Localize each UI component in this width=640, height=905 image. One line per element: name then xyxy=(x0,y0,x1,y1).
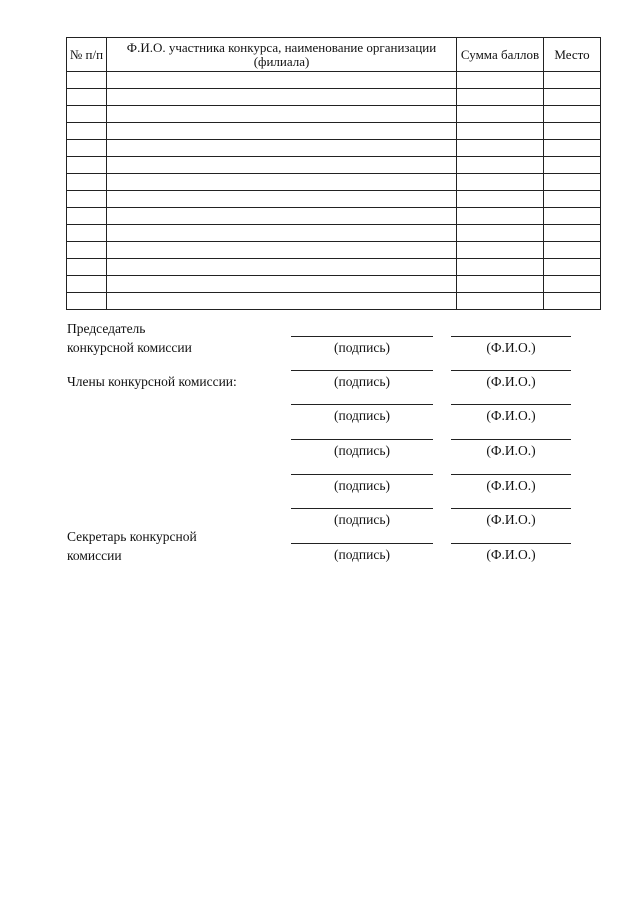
table-cell-score[interactable] xyxy=(457,72,544,89)
table-cell-name[interactable] xyxy=(107,174,457,191)
table-row xyxy=(67,242,601,259)
chairman-fio-caption: (Ф.И.О.) xyxy=(486,340,536,355)
member-1-fio-line[interactable] xyxy=(451,370,571,371)
table-cell-name[interactable] xyxy=(107,225,457,242)
header-num: № п/п xyxy=(67,38,107,72)
table-cell-place[interactable] xyxy=(544,174,601,191)
member-5-signature-line[interactable] xyxy=(291,508,433,509)
table-row xyxy=(67,89,601,106)
table-cell-num[interactable] xyxy=(67,225,107,242)
member-1-sign-caption: (подпись) xyxy=(333,374,391,389)
table-row xyxy=(67,106,601,123)
table-cell-place[interactable] xyxy=(544,225,601,242)
table-cell-num[interactable] xyxy=(67,106,107,123)
table-cell-score[interactable] xyxy=(457,259,544,276)
table-row xyxy=(67,157,601,174)
table-cell-score[interactable] xyxy=(457,140,544,157)
table-cell-num[interactable] xyxy=(67,157,107,174)
member-2-sign-caption: (подпись) xyxy=(333,408,391,423)
table-row xyxy=(67,225,601,242)
chairman-fio-line[interactable] xyxy=(451,336,571,337)
secretary-label-line1: Секретарь конкурсной xyxy=(67,529,197,544)
chairman-sign-caption: (подпись) xyxy=(333,340,391,355)
table-cell-place[interactable] xyxy=(544,140,601,157)
table-cell-score[interactable] xyxy=(457,276,544,293)
table-cell-place[interactable] xyxy=(544,293,601,310)
member-1-fio-caption: (Ф.И.О.) xyxy=(486,374,536,389)
table-row xyxy=(67,191,601,208)
table-row xyxy=(67,123,601,140)
table-cell-num[interactable] xyxy=(67,276,107,293)
chairman-label-line1: Председатель xyxy=(67,321,146,336)
table-row xyxy=(67,293,601,310)
table-cell-place[interactable] xyxy=(544,89,601,106)
table-cell-name[interactable] xyxy=(107,276,457,293)
table-cell-name[interactable] xyxy=(107,191,457,208)
member-4-fio-caption: (Ф.И.О.) xyxy=(486,478,536,493)
member-4-signature-line[interactable] xyxy=(291,474,433,475)
secretary-signature-line[interactable] xyxy=(291,543,433,544)
table-cell-place[interactable] xyxy=(544,123,601,140)
member-2-fio-caption: (Ф.И.О.) xyxy=(486,408,536,423)
table-row xyxy=(67,72,601,89)
table-cell-place[interactable] xyxy=(544,191,601,208)
table-cell-num[interactable] xyxy=(67,72,107,89)
member-3-fio-caption: (Ф.И.О.) xyxy=(486,443,536,458)
table-cell-name[interactable] xyxy=(107,242,457,259)
table-cell-name[interactable] xyxy=(107,89,457,106)
table-cell-place[interactable] xyxy=(544,106,601,123)
table-cell-place[interactable] xyxy=(544,208,601,225)
table-cell-num[interactable] xyxy=(67,191,107,208)
member-3-fio-line[interactable] xyxy=(451,439,571,440)
member-4-fio-line[interactable] xyxy=(451,474,571,475)
table-cell-place[interactable] xyxy=(544,276,601,293)
secretary-fio-caption: (Ф.И.О.) xyxy=(486,547,536,562)
table-cell-score[interactable] xyxy=(457,208,544,225)
table-cell-num[interactable] xyxy=(67,174,107,191)
table-cell-num[interactable] xyxy=(67,123,107,140)
members-label: Члены конкурсной комиссии: xyxy=(67,374,237,389)
table-cell-name[interactable] xyxy=(107,157,457,174)
table-cell-score[interactable] xyxy=(457,106,544,123)
table-row xyxy=(67,259,601,276)
member-5-fio-line[interactable] xyxy=(451,508,571,509)
member-5-sign-caption: (подпись) xyxy=(333,512,391,527)
table-cell-score[interactable] xyxy=(457,174,544,191)
header-score: Сумма баллов xyxy=(457,38,544,72)
table-cell-name[interactable] xyxy=(107,208,457,225)
member-4-sign-caption: (подпись) xyxy=(333,478,391,493)
header-name: Ф.И.О. участника конкурса, наименование организации (филиала) xyxy=(107,38,457,72)
table-cell-score[interactable] xyxy=(457,123,544,140)
secretary-fio-line[interactable] xyxy=(451,543,571,544)
table-header-row xyxy=(67,38,601,72)
member-2-signature-line[interactable] xyxy=(291,404,433,405)
table-cell-score[interactable] xyxy=(457,242,544,259)
table-row xyxy=(67,174,601,191)
member-2-fio-line[interactable] xyxy=(451,404,571,405)
table-cell-score[interactable] xyxy=(457,225,544,242)
secretary-sign-caption: (подпись) xyxy=(333,547,391,562)
table-cell-score[interactable] xyxy=(457,89,544,106)
chairman-label-line2: конкурсной комиссии xyxy=(67,340,192,355)
table-cell-num[interactable] xyxy=(67,293,107,310)
member-3-sign-caption: (подпись) xyxy=(333,443,391,458)
table-cell-name[interactable] xyxy=(107,259,457,276)
member-5-fio-caption: (Ф.И.О.) xyxy=(486,512,536,527)
header-place: Место xyxy=(544,38,601,72)
table-cell-place[interactable] xyxy=(544,242,601,259)
table-cell-name[interactable] xyxy=(107,72,457,89)
table-cell-place[interactable] xyxy=(544,72,601,89)
table-cell-name[interactable] xyxy=(107,140,457,157)
table-cell-name[interactable] xyxy=(107,106,457,123)
table-cell-num[interactable] xyxy=(67,208,107,225)
table-cell-num[interactable] xyxy=(67,242,107,259)
table-cell-num[interactable] xyxy=(67,140,107,157)
table-row xyxy=(67,140,601,157)
table-row xyxy=(67,276,601,293)
member-3-signature-line[interactable] xyxy=(291,439,433,440)
table-body xyxy=(67,72,601,310)
table-cell-score[interactable] xyxy=(457,157,544,174)
table-cell-place[interactable] xyxy=(544,157,601,174)
table-cell-name[interactable] xyxy=(107,293,457,310)
chairman-signature-line[interactable] xyxy=(291,336,433,337)
table-cell-num[interactable] xyxy=(67,89,107,106)
table-cell-name[interactable] xyxy=(107,123,457,140)
table-cell-place[interactable] xyxy=(544,259,601,276)
member-1-signature-line[interactable] xyxy=(291,370,433,371)
secretary-label-line2: комиссии xyxy=(67,548,122,563)
table-cell-score[interactable] xyxy=(457,191,544,208)
table-row xyxy=(67,208,601,225)
table-cell-score[interactable] xyxy=(457,293,544,310)
table-cell-num[interactable] xyxy=(67,259,107,276)
results-table xyxy=(66,37,601,310)
